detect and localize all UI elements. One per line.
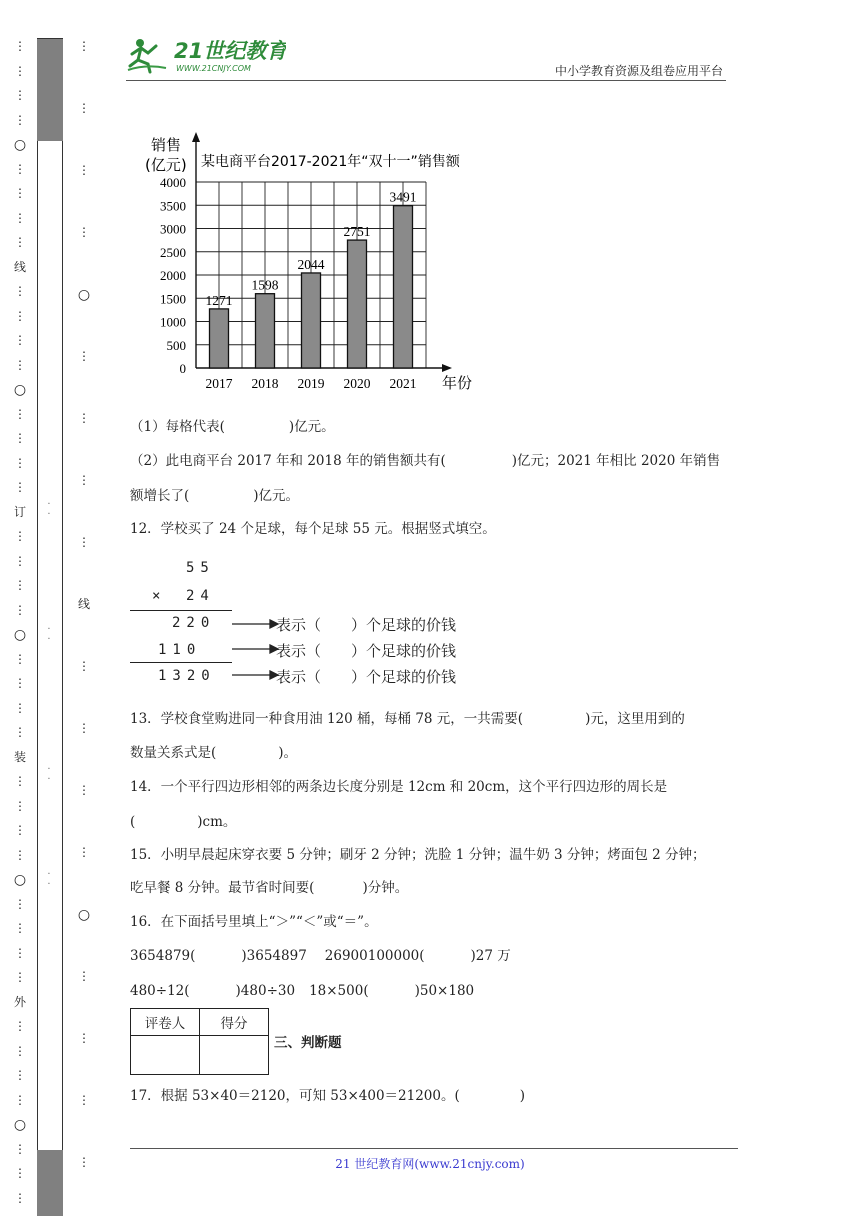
- dot-mark: ⋮: [78, 1155, 90, 1169]
- mult-row-110: 110: [158, 642, 202, 658]
- x-axis-label: 年份: [442, 374, 473, 392]
- vertical-multiplication: [130, 558, 490, 688]
- bar-2019: [302, 273, 321, 368]
- faint-marks: · · · · · · · ·: [47, 499, 51, 890]
- logo-url: WWW.21CNJY.COM: [176, 64, 251, 73]
- dot-mark: ⋮: [78, 163, 90, 177]
- dot-mark: ⋮: [78, 101, 90, 115]
- dot-mark: ⋮: [78, 845, 90, 859]
- y-axis-label: 销售: [151, 136, 182, 154]
- dot-mark: ⋮: [14, 39, 26, 53]
- grader-cell[interactable]: [131, 1036, 200, 1075]
- platform-name: 中小学教育资源及组卷应用平台: [554, 64, 723, 78]
- x-tick-label: 2018: [251, 376, 279, 391]
- y-axis-arrow: [192, 132, 200, 142]
- dot-mark: ⋮: [14, 651, 26, 666]
- dot-mark: ⋮: [14, 676, 26, 690]
- grader-header: 评卷人: [131, 1009, 200, 1036]
- dot-mark: ⋮: [14, 578, 26, 592]
- y-tick-label: 2000: [160, 268, 186, 283]
- q16-title: 16．在下面括号里填上“＞”“＜”或“＝”。: [130, 914, 378, 930]
- dot-mark: ⋮: [14, 235, 26, 249]
- q13-line2: 数量关系式是( )。: [130, 745, 298, 761]
- q14-line2: ( )cm。: [130, 814, 237, 830]
- circle-mark: ○: [13, 1117, 27, 1133]
- dot-mark: ⋮: [14, 774, 26, 788]
- bar-value-label: 1271: [205, 292, 233, 308]
- binding-margin: [0, 0, 110, 1216]
- bar-value-label: 2044: [297, 256, 325, 272]
- mult-rule-2: [130, 662, 232, 663]
- mult-row-24: 24: [186, 588, 215, 604]
- times-sign: ×: [152, 588, 161, 604]
- x-tick-label: 2019: [297, 376, 325, 391]
- q16-row2: 480÷12( )480÷30 18×500( )50×180: [130, 983, 475, 999]
- dot-mark: ⋮: [14, 1092, 26, 1107]
- dot-mark: ⋮: [14, 553, 26, 568]
- y-tick-label: 1000: [160, 314, 186, 330]
- dot-mark: ⋮: [14, 1166, 26, 1180]
- y-tick-label: 2500: [160, 244, 186, 260]
- dot-mark: ⋮: [14, 63, 26, 78]
- bar-value-label: 3491: [389, 189, 417, 205]
- dot-mark: ⋮: [14, 725, 26, 739]
- score-cell[interactable]: [200, 1036, 269, 1075]
- dot-mark: ⋮: [14, 210, 26, 225]
- dot-mark: ⋮: [78, 1031, 90, 1045]
- q15-line1: 15．小明早晨起床穿衣要 5 分钟；刷牙 2 分钟；洗脸 1 分钟；温牛奶 3 分钟；烤面包 2 分钟；: [130, 847, 706, 863]
- note-1320: 表示（ ）个足球的价钱: [276, 668, 457, 686]
- bar-value-label: 2751: [343, 224, 371, 240]
- dot-mark: ⋮: [14, 284, 26, 298]
- score-header: 得分: [200, 1009, 269, 1036]
- binding-label: 装: [13, 749, 26, 764]
- mult-row-55: 55: [186, 560, 215, 576]
- circle-mark: ○: [13, 382, 27, 398]
- q15-line2: 吃早餐 8 分钟。最节省时间要( )分钟。: [130, 880, 409, 896]
- q14-line1: 14．一个平行四边形相邻的两条边长度分别是 12cm 和 20cm，这个平行四边形的周长是: [130, 779, 668, 795]
- q11-part1: （1）每格代表( )亿元。: [130, 419, 335, 435]
- mult-row-1320: 1320: [158, 668, 216, 684]
- q16-row1: 3654879( )3654897 26900100000( )27 万: [130, 948, 511, 964]
- dot-mark: ⋮: [14, 1068, 26, 1082]
- dot-mark: ⋮: [78, 473, 90, 487]
- dot-mark: ⋮: [14, 1019, 26, 1033]
- footer-text: 21 世纪教育网(www.21cnjy.com): [335, 1157, 525, 1171]
- dot-mark: ⋮: [14, 1141, 26, 1156]
- y-tick-label: 4000: [160, 175, 186, 190]
- outer-dotted-line: [8, 40, 32, 1216]
- circle-mark: ○: [13, 627, 27, 643]
- dot-mark: ⋮: [78, 411, 90, 425]
- y-tick-label: 1500: [160, 291, 186, 307]
- mult-row-220: 220: [172, 615, 216, 631]
- dot-mark: ⋮: [14, 1190, 26, 1205]
- note-220: 表示（ ）个足球的价钱: [276, 616, 457, 634]
- dot-mark: ⋮: [14, 921, 26, 935]
- dot-mark: ⋮: [78, 349, 90, 363]
- dot-mark: ⋮: [14, 896, 26, 911]
- bar-2021: [394, 206, 413, 368]
- dot-mark: ⋮: [78, 1093, 90, 1107]
- circle-mark: ○: [13, 137, 27, 153]
- bar-2017: [210, 309, 229, 368]
- dot-mark: ⋮: [78, 721, 90, 735]
- chart-title: 某电商平台2017-2021年“双十一”销售额: [201, 154, 460, 170]
- dot-mark: ⋮: [14, 823, 26, 837]
- y-tick-label: 500: [166, 337, 186, 353]
- dot-mark: ⋮: [78, 659, 90, 673]
- circle-mark: ○: [13, 872, 27, 888]
- dot-mark: ⋮: [14, 847, 26, 862]
- dot-mark: ⋮: [14, 700, 26, 715]
- circle-mark: ○: [77, 287, 91, 303]
- dot-mark: ⋮: [14, 798, 26, 813]
- sales-chart: [135, 128, 495, 402]
- score-table: [130, 1008, 269, 1075]
- header-rule: [126, 80, 726, 81]
- y-axis-unit: (亿元): [145, 156, 187, 174]
- dot-mark: ⋮: [14, 1043, 26, 1058]
- y-tick-label: 3500: [160, 198, 186, 214]
- x-tick-label: 2021: [389, 376, 417, 391]
- x-axis-arrow: [442, 364, 452, 372]
- dot-mark: ⋮: [14, 112, 26, 127]
- dot-mark: ⋮: [78, 783, 90, 797]
- dot-mark: ⋮: [14, 455, 26, 470]
- dot-mark: ⋮: [14, 602, 26, 617]
- gray-band-top: [37, 39, 63, 141]
- section-3-heading: 三、判断题: [274, 1035, 342, 1051]
- q11-part2: （2）此电商平台 2017 年和 2018 年的销售额共有( )亿元；2021 年相比 2020 年销售: [130, 453, 721, 469]
- binding-label: 线: [13, 259, 26, 274]
- binding-label: 订: [13, 504, 26, 519]
- y-tick-label: 3000: [160, 221, 186, 237]
- x-tick-label: 2017: [205, 376, 233, 391]
- q11-part2-cont: 额增长了( )亿元。: [130, 488, 300, 504]
- logo-text: 21世纪教育: [174, 39, 286, 63]
- dot-mark: ⋮: [14, 945, 26, 960]
- binding-label: 线: [77, 597, 90, 611]
- note-110: 表示（ ）个足球的价钱: [276, 642, 457, 660]
- bar-2018: [256, 294, 275, 368]
- dot-mark: ⋮: [78, 535, 90, 549]
- dot-mark: ⋮: [14, 431, 26, 445]
- dot-mark: ⋮: [14, 357, 26, 372]
- dot-mark: ⋮: [14, 161, 26, 176]
- dot-mark: ⋮: [78, 969, 90, 983]
- footer-rule: [130, 1148, 738, 1149]
- bar-value-label: 1598: [251, 277, 279, 293]
- dot-mark: ⋮: [78, 39, 90, 53]
- dot-mark: ⋮: [14, 308, 26, 323]
- dot-mark: ⋮: [14, 480, 26, 494]
- q12-text: 12．学校买了 24 个足球，每个足球 55 元。根据竖式填空。: [130, 521, 496, 537]
- dot-mark: ⋮: [14, 186, 26, 200]
- q17: 17．根据 53×40＝2120，可知 53×400＝21200。( ): [130, 1088, 526, 1104]
- inner-dotted-line: [72, 40, 96, 1190]
- dot-mark: ⋮: [78, 225, 90, 239]
- binding-label: 外: [13, 994, 26, 1009]
- circle-mark: ○: [77, 907, 91, 923]
- q13-line1: 13．学校食堂购进同一种食用油 120 桶，每桶 78 元，一共需要( )元，这里用到的: [130, 711, 685, 727]
- logo: [126, 34, 286, 80]
- x-tick-label: 2020: [343, 376, 371, 391]
- dot-mark: ⋮: [14, 88, 26, 102]
- mult-rule-1: [130, 610, 232, 611]
- bar-2020: [348, 240, 367, 368]
- y-tick-label: 0: [179, 361, 186, 376]
- dot-mark: ⋮: [14, 970, 26, 984]
- dot-mark: ⋮: [14, 333, 26, 347]
- dot-mark: ⋮: [14, 406, 26, 421]
- dot-mark: ⋮: [14, 529, 26, 543]
